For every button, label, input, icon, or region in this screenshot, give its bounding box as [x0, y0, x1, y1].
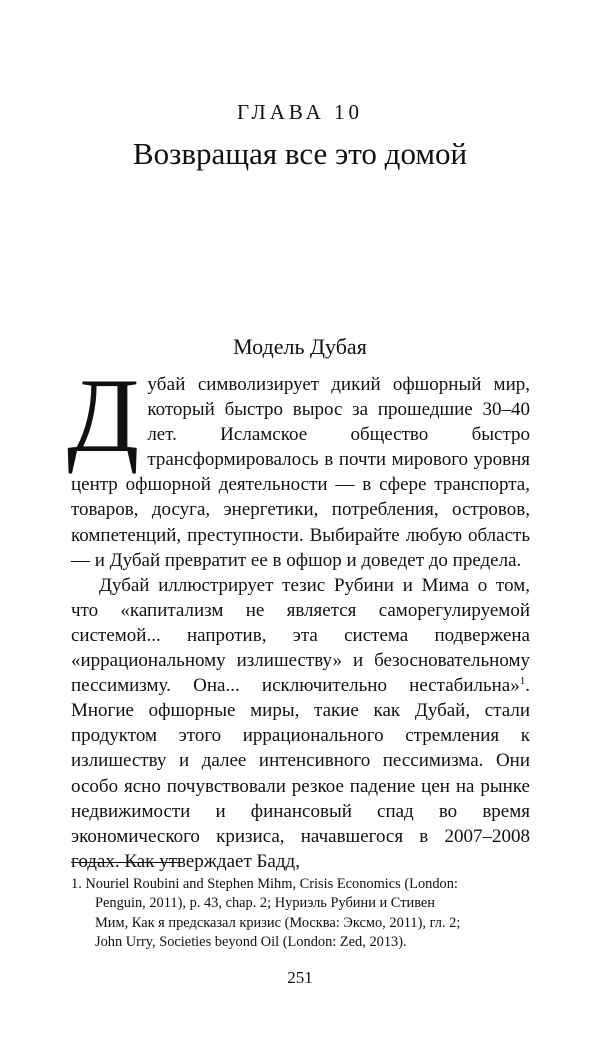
lead-word: убай	[147, 374, 186, 395]
paragraph-1-text: символизирует дикий офшорный мир, который быстро вырос за прошедшие 30–40 лет. Исламское общество быстро трансформировалось в почти мирового уровня центр офшорной деятельности — в сфере транспорта, товаров, досуга, энергетики, потребления, островов, компетенций, преступности. Выбирайте любую область — и Дубай превратит ее в офшор и доведет до предела.	[71, 374, 530, 571]
footnote	[71, 875, 530, 953]
footnote-line-2: Penguin, 2011), p. 43, chap. 2; Нуриэль Рубини и Стивен	[95, 895, 435, 912]
chapter-title: Возвращая все это домой	[132, 136, 468, 171]
paragraph-2	[71, 573, 530, 874]
page-number: 251	[287, 968, 313, 987]
paragraph-1	[67, 357, 530, 573]
paragraph-2-text-before-note: Дубай иллюстрирует тезис Рубини и Мима о том, что «капитализм не является саморегулируемой системой... напротив, эта система подвержена «иррациональному излишеству» и безосновательному пессимизму. Она... исключительно нестабильна»	[71, 574, 530, 697]
footnote-divider	[71, 862, 181, 863]
footnote-line-3: Мим, Как я предсказал кризис (Москва: Эксмо, 2011), гл. 2;	[95, 914, 461, 931]
footnote-line-1: 1. Nouriel Roubini and Stephen Mihm, Crisis Economics (London:	[71, 876, 458, 892]
body-text	[67, 357, 530, 874]
chapter-label: ГЛАВА 10	[236, 100, 364, 124]
section-title: Модель Дубая	[233, 334, 367, 359]
footnote-line-4: John Urry, Societies beyond Oil (London: Zed, 2013).	[95, 934, 407, 951]
drop-cap: Д	[67, 357, 140, 474]
footnote-reference: 1	[519, 675, 526, 688]
paragraph-2-text-after-note: . Многие офшорные миры, такие как Дубай, стали продуктом этого иррационального стремления к излишеству и далее интенсивного пессимизма. Они особо ясно почувствовали резкое падение цен на рынке недвижимости и финансовый спад во время экономического кризиса, начавшегося в 2007–2008 годах. Как утверждает Бадд,	[71, 675, 530, 872]
